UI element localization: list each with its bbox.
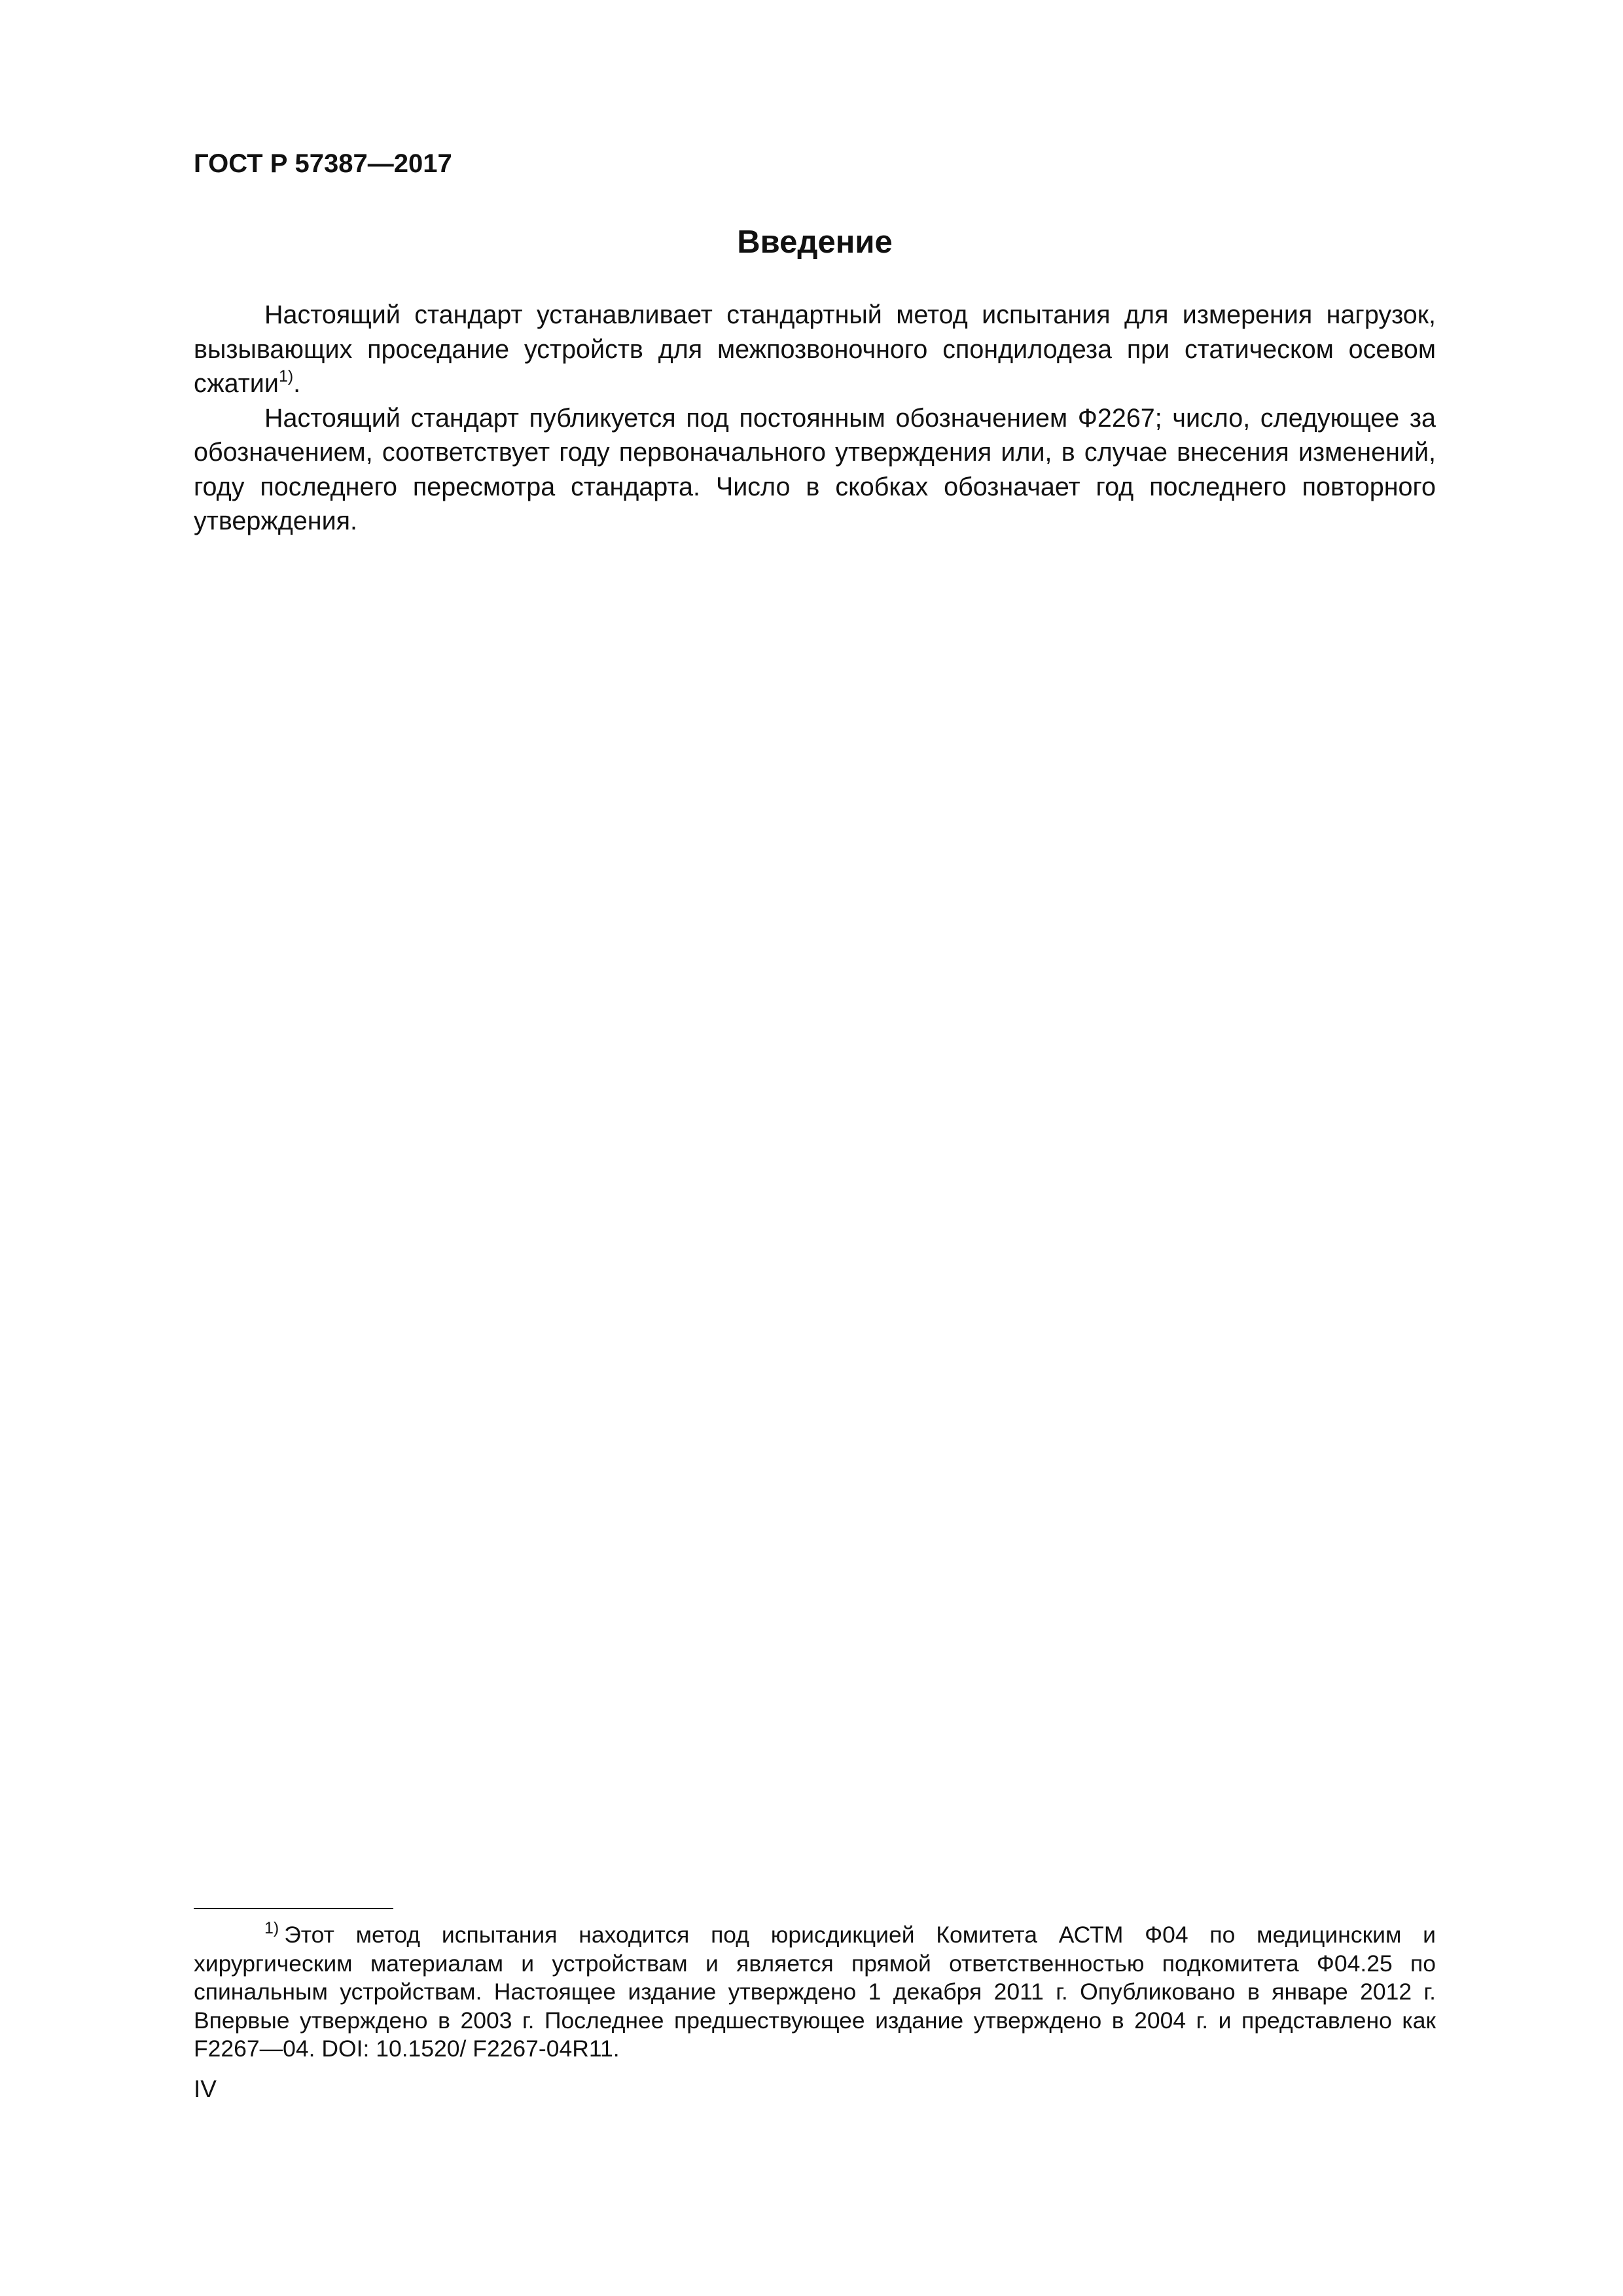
footnote-text: Этот метод испытания находится под юрисдикцией Комитета АСТМ Ф04 по медицинским и хирургическим материалам и устройствам и является прямой ответственностью подкомитета Ф04.25 по спинальным устройствам. Настоящее издание утверждено 1 декабря 2011 г. Опубликовано в январе 2012 г. Впервые утверждено в 2003 г. Последнее предшествующее издание утверждено в 2004 г. и представлено как F2267—04. DOI: 10.1520/ F2267-04R11. [194,1922,1436,2062]
page-number: IV [194,2075,217,2102]
footnote-separator [194,1908,393,1909]
paragraph-1-suffix: . [293,369,301,398]
footnote-mark: 1) [264,1919,279,1937]
paragraph-2: Настоящий стандарт публикуется под постоянным обозначением Ф2267; число, следующее за обозначением, соответствует году первоначального утверждения или, в случае внесения изменений, году последнего пересмотра стандарта. Число в скобках обозначает год последнего повторного утверждения. [194,403,1436,535]
footnote [194,1921,1436,2064]
standard-code-header: ГОСТ Р 57387—2017 [194,149,452,178]
body-text [194,298,1436,539]
footnote-paragraph [194,1921,1436,2064]
footnote-reference[interactable]: 1) [278,367,294,386]
paragraph-1-text: Настоящий стандарт устанавливает стандартный метод испытания для измерения нагрузок, вызывающих проседание устройств для межпозвоночного спондилодеза при статическом осевом сжатии [194,300,1436,398]
paragraph-1 [194,298,1436,401]
section-title: Введение [737,224,893,260]
